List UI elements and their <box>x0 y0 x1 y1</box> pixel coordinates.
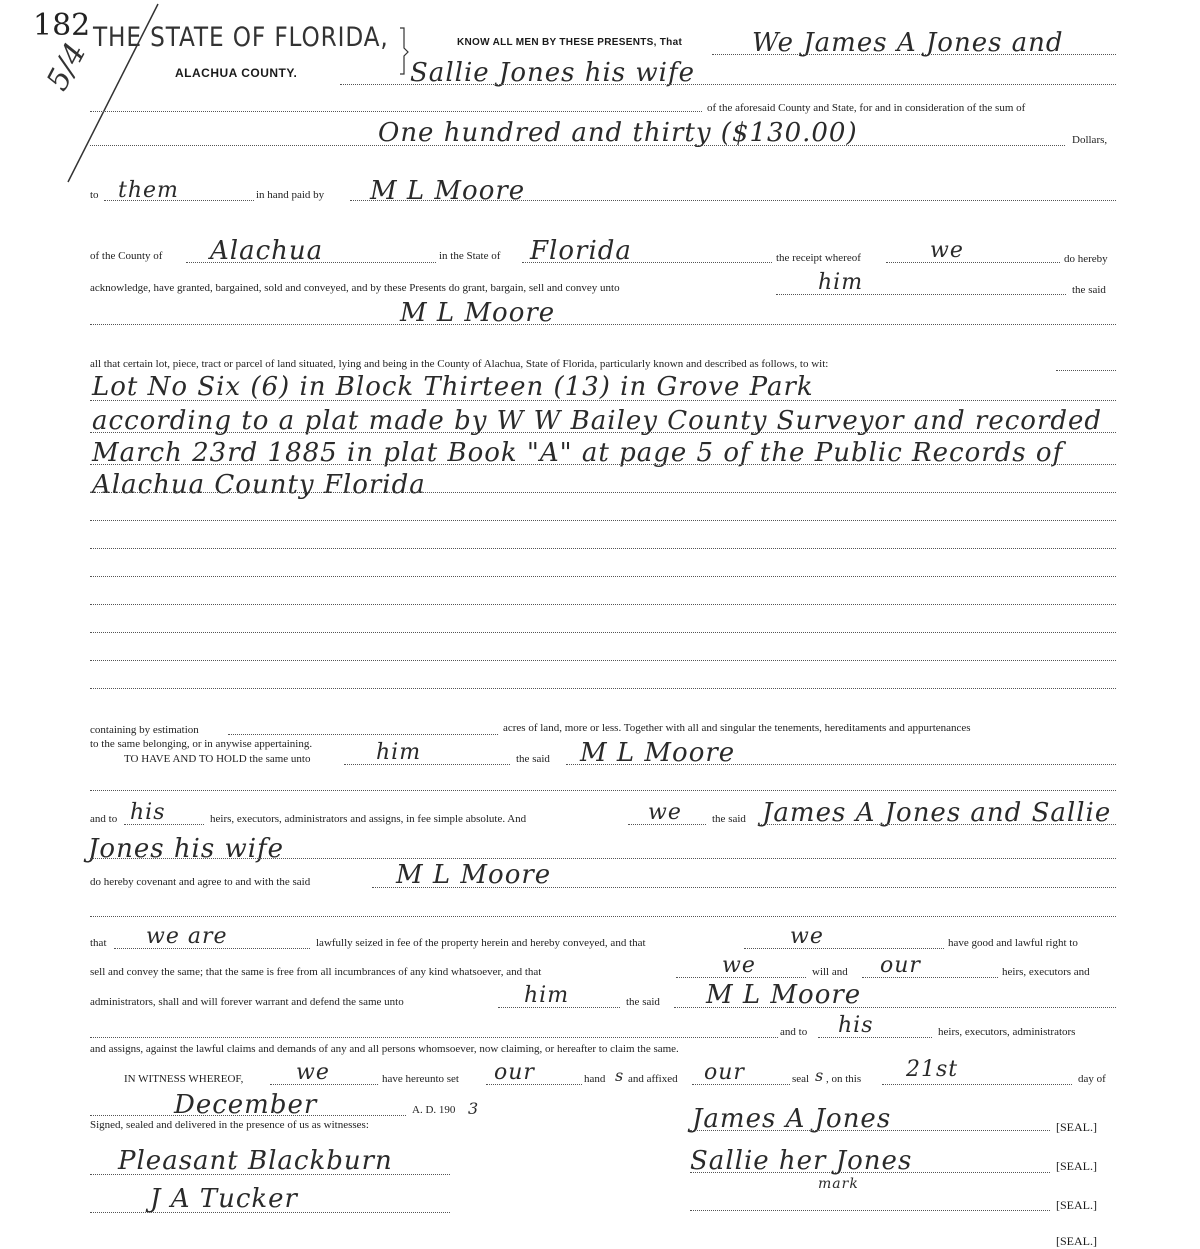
seized-party: we <box>790 924 824 949</box>
have-hold-grantee: M L Moore <box>580 738 736 768</box>
will-party: our <box>880 953 921 978</box>
month-value: December <box>174 1090 318 1120</box>
day-value: 21st <box>906 1057 959 1082</box>
have-hold-party: him <box>376 740 422 765</box>
grantors-handwritten-line1: We James A Jones and <box>752 28 1064 58</box>
page-number: 182 <box>33 8 91 43</box>
margin-note: 5/4 <box>40 37 94 97</box>
heirs-executors-label: heirs, executors and <box>1002 966 1090 978</box>
description-line-2: according to a plat made by W W Bailey County Surveyor and recorded <box>92 406 1103 436</box>
have-hold-said-label: the said <box>516 753 550 765</box>
know-all-men-label: KNOW ALL MEN BY THESE PRESENTS, That <box>457 37 683 48</box>
county-name: Alachua <box>210 236 324 266</box>
and-to-warranty-party: his <box>838 1013 874 1038</box>
heirs-grantors-line2: Jones his wife <box>88 834 285 864</box>
have-hold-label: TO HAVE AND TO HOLD the same unto <box>124 753 311 765</box>
ad-label: A. D. 190 <box>412 1104 456 1116</box>
grantor-signature-2: Sallie her Jones <box>690 1146 913 1176</box>
dollars-label: Dollars, <box>1072 134 1108 146</box>
acknowledge-text: acknowledge, have granted, bargained, sold and conveyed, and by these Presents do grant, bargain, sell and convey unto <box>90 282 620 294</box>
seal-label-1: [SEAL.] <box>1056 1120 1097 1134</box>
state-of-label: in the State of <box>439 250 501 262</box>
seal-label-4: [SEAL.] <box>1056 1234 1097 1248</box>
do-hereby-label: do hereby <box>1064 253 1108 265</box>
to-label: to <box>90 189 99 201</box>
witness-signature-1: Pleasant Blackburn <box>118 1146 393 1176</box>
belonging-text: to the same belonging, or in anywise appertaining. <box>90 738 313 750</box>
state-title: THE STATE OF FLORIDA, <box>93 22 389 53</box>
state-name: Florida <box>530 236 632 266</box>
affixed-label: and affixed <box>628 1073 678 1085</box>
heirs-text: heirs, executors, administrators and assigns, in fee simple absolute. And <box>210 813 527 825</box>
and-to-label: and to <box>90 813 118 825</box>
grant-unto: him <box>818 270 864 295</box>
receipt-label: the receipt whereof <box>776 252 861 264</box>
seal-label-3: [SEAL.] <box>1056 1198 1097 1212</box>
containing-label: containing by estimation <box>90 724 199 736</box>
the-said-label: the said <box>1072 284 1106 296</box>
acres-text: acres of land, more or less. Together with all and singular the tenements, hereditaments and appurtenances <box>503 722 971 734</box>
heirs-said-label: the said <box>712 813 746 825</box>
description-intro: all that certain lot, piece, tract or parcel of land situated, lying and being in the County of Alachua, State of Florida, particularly known and described as follows, to wit: <box>90 358 829 370</box>
receipt-party: we <box>930 238 964 263</box>
day-of-label: day of <box>1078 1073 1106 1085</box>
county-of-label: of the County of <box>90 250 163 262</box>
and-to-party: his <box>130 800 166 825</box>
year-value: 3 <box>468 1099 480 1118</box>
admin-grantee: M L Moore <box>706 980 862 1010</box>
grantor-signature-1: James A Jones <box>692 1104 892 1134</box>
consideration-label: of the aforesaid County and State, for and in consideration of the sum of <box>707 102 1026 114</box>
admin-said-label: the said <box>626 996 660 1008</box>
seized-text: lawfully seized in fee of the property herein and hereby conveyed, and that <box>316 937 646 949</box>
hands-suffix: s <box>615 1066 625 1085</box>
hands-label: hand <box>584 1073 606 1085</box>
seal-label-2: [SEAL.] <box>1056 1159 1097 1173</box>
description-line-1: Lot No Six (6) in Block Thirteen (13) in Grove Park <box>92 372 814 402</box>
paid-by-name: M L Moore <box>370 176 526 206</box>
consideration-amount: One hundred and thirty ($130.00) <box>378 118 858 148</box>
admin-party: him <box>524 983 570 1008</box>
hereunto-label: have hereunto set <box>382 1073 459 1085</box>
county-label: ALACHUA COUNTY. <box>175 66 298 80</box>
claims-text: and assigns, against the lawful claims and demands of any and all persons whomsoever, now claiming, or hereafter to claim the same. <box>90 1043 679 1055</box>
in-witness-label: IN WITNESS WHEREOF, <box>124 1073 244 1085</box>
heirs-grantors-line1: James A Jones and Sallie <box>762 798 1112 828</box>
seals-label: seal <box>792 1073 810 1085</box>
on-this-label: , on this <box>826 1073 862 1085</box>
grantors-handwritten-line2: Sallie Jones his wife <box>410 58 695 88</box>
sell-party: we <box>722 953 756 978</box>
witness-party: we <box>296 1060 330 1085</box>
description-line-3: March 23rd 1885 in plat Book "A" at page 5 of the Public Records of <box>92 438 1064 468</box>
grantee-name: M L Moore <box>400 298 556 328</box>
paid-by-label: in hand paid by <box>256 189 325 201</box>
affixed-party: our <box>704 1060 745 1085</box>
description-line-4: Alachua County Florida <box>92 470 426 500</box>
signed-sealed-label: Signed, sealed and delivered in the presence of us as witnesses: <box>90 1119 369 1131</box>
hereunto-party: our <box>494 1060 535 1085</box>
that-label: that <box>90 937 107 949</box>
title-brace <box>398 26 410 76</box>
heirs-admin-label: heirs, executors, administrators <box>938 1026 1076 1038</box>
will-and-label: will and <box>812 966 848 978</box>
and-party: we <box>648 800 682 825</box>
admin-text: administrators, shall and will forever warrant and defend the same unto <box>90 996 404 1008</box>
seals-suffix: s <box>815 1066 825 1085</box>
grantor-mark-label: mark <box>818 1176 859 1192</box>
covenant-label: do hereby covenant and agree to and with the said <box>90 876 311 888</box>
to-recipient: them <box>118 178 179 203</box>
sell-text: sell and convey the same; that the same is free from all incumbrances of any kind whatsoever, and that <box>90 966 542 978</box>
that-party: we are <box>146 924 228 949</box>
and-to-warranty-label: and to <box>780 1026 808 1038</box>
witness-signature-2: J A Tucker <box>150 1184 298 1214</box>
covenant-grantee: M L Moore <box>396 860 552 890</box>
right-text: have good and lawful right to <box>948 937 1078 949</box>
